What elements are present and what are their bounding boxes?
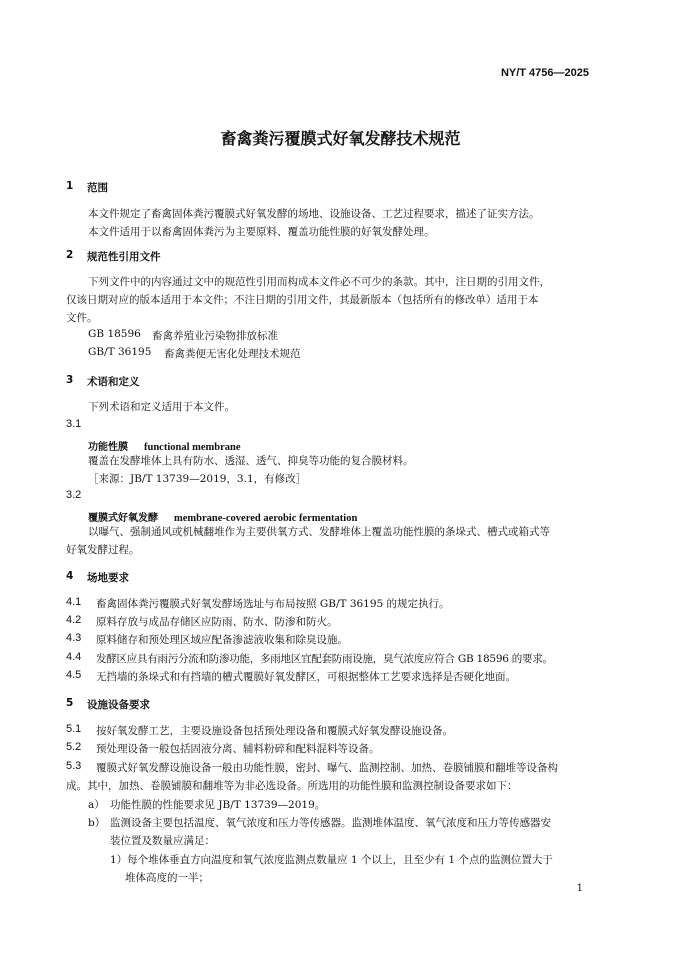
list-item-b-label: b） bbox=[88, 817, 106, 829]
clause-text: 无挡墙的条垛式和有挡墙的槽式覆膜好氧发酵区，可根据整体工艺要求选择是否硬化地面。 bbox=[96, 671, 516, 683]
clause-text: 原料存放与成品存储区应防雨、防水、防渗和防火。 bbox=[96, 616, 338, 628]
section-2-paragraph-line-2: 仅该日期对应的版本适用于本文件；不注日期的引用文件，其最新版本（包括所有的修改单）适用于本 bbox=[66, 294, 539, 306]
clause-number: 4.3 bbox=[66, 632, 82, 644]
clause-5-3-text-line-2: 成。其中，加热、卷膜铺膜和翻堆等为非必选设备。所选用的功能性膜和监测控制设备要求如下： bbox=[66, 780, 518, 792]
section-5-title: 设施设备要求 bbox=[87, 699, 150, 711]
section-3-title: 术语和定义 bbox=[87, 376, 140, 388]
sub-item-1-line-1: 1）每个堆体垂直方向温度和氧气浓度监测点数量应 1 个以上，且至少有 1 个点的监测位置大于 bbox=[110, 854, 553, 866]
section-4-number: 4 bbox=[66, 570, 74, 582]
clause-5-1-number: 5.1 bbox=[66, 723, 82, 735]
section-3-intro: 下列术语和定义适用于本文件。 bbox=[88, 401, 235, 413]
term-3-2-definition-line-2: 好氧发酵过程。 bbox=[66, 544, 140, 556]
section-3-number: 3 bbox=[66, 374, 74, 386]
section-4-title: 场地要求 bbox=[87, 572, 129, 584]
clause-5-2-number: 5.2 bbox=[66, 741, 82, 753]
standard-number: NY/T 4756—2025 bbox=[500, 67, 589, 79]
clause-5-2-text: 预处理设备一般包括固液分离、辅料粉碎和配料混料等设备。 bbox=[96, 743, 380, 755]
clause-number: 4.2 bbox=[66, 614, 82, 626]
clause-number: 4.4 bbox=[66, 651, 82, 663]
clause-5-1-text: 按好氧发酵工艺，主要设施设备包括预处理设备和覆膜式好氧发酵设施设备。 bbox=[96, 725, 453, 737]
term-3-1-number: 3.1 bbox=[66, 418, 82, 430]
clause-number: 4.1 bbox=[66, 596, 82, 608]
term-3-1-heading bbox=[88, 435, 241, 454]
section-1-number: 1 bbox=[66, 180, 74, 192]
term-3-1-definition: 覆盖在发酵堆体上具有防水、透湿、透气、抑臭等功能的复合膜材料。 bbox=[88, 455, 414, 467]
list-item-b-text-line-2: 装位置及数量应满足： bbox=[110, 835, 215, 847]
sub-item-1-line-2: 堆体高度的一半； bbox=[125, 872, 209, 884]
page-number: 1 bbox=[576, 883, 583, 894]
term-3-1-source: ［来源：JB/T 13739—2019，3.1，有修改］ bbox=[88, 473, 307, 485]
section-2-title: 规范性引用文件 bbox=[87, 251, 161, 263]
section-2-paragraph-line-3: 文件。 bbox=[66, 312, 98, 324]
clause-text: 畜禽固体粪污覆膜式好氧发酵场选址与布局按照 GB/T 36195 的规定执行。 bbox=[96, 598, 450, 610]
term-3-2-definition-line-1: 以曝气、强制通风或机械翻堆作为主要供氧方式、发酵堆体上覆盖功能性膜的条垛式、槽式或箱式等 bbox=[88, 526, 550, 538]
term-3-2-number: 3.2 bbox=[66, 489, 82, 501]
term-3-2-heading bbox=[88, 506, 357, 525]
list-item-a-label: a） bbox=[88, 799, 105, 811]
section-2-paragraph-line-1: 下列文件中的内容通过文中的规范性引用而构成本文件必不可少的条款。其中，注日期的引用文件， bbox=[88, 276, 550, 288]
clause-5-3-text-line-1: 覆膜式好氧发酵设施设备一般由功能性膜，密封、曝气、监测控制、加热、卷膜铺膜和翻堆等设备构 bbox=[96, 762, 558, 774]
clause-number: 4.5 bbox=[66, 669, 82, 681]
section-1-paragraph-2: 本文件适用于以畜禽固体粪污为主要原料、覆盖功能性膜的好氧发酵处理。 bbox=[88, 226, 435, 238]
list-item-b-text-line-1: 监测设备主要包括温度、氧气浓度和压力等传感器。监测堆体温度、氧气浓度和压力等传感器安 bbox=[110, 817, 551, 829]
reference-code: GB 18596 bbox=[88, 328, 141, 340]
reference-name: 畜禽粪便无害化处理技术规范 bbox=[164, 348, 301, 360]
section-1-title: 范围 bbox=[87, 182, 108, 194]
reference-name: 畜禽养殖业污染物排放标准 bbox=[152, 330, 278, 342]
term-3-2-english: membrane-covered aerobic fermentation bbox=[174, 513, 358, 524]
term-3-1-english: functional membrane bbox=[144, 442, 241, 453]
clause-5-3-number: 5.3 bbox=[66, 760, 82, 772]
document-title: 畜禽粪污覆膜式好氧发酵技术规范 bbox=[220, 129, 461, 148]
section-5-number: 5 bbox=[66, 697, 74, 709]
term-3-2-chinese: 覆膜式好氧发酵 bbox=[88, 513, 158, 524]
section-1-paragraph-1: 本文件规定了畜禽固体粪污覆膜式好氧发酵的场地、设施设备、工艺过程要求，描述了证实方法。 bbox=[88, 208, 540, 220]
section-2-number: 2 bbox=[66, 249, 74, 261]
clause-text: 发酵区应具有雨污分流和防渗功能，多雨地区宜配套防雨设施，臭气浓度应符合 GB 18596 的要求。 bbox=[96, 653, 553, 665]
term-3-1-chinese: 功能性膜 bbox=[88, 442, 128, 453]
clause-text: 原料储存和预处理区域应配备渗滤液收集和除臭设施。 bbox=[96, 634, 348, 646]
list-item-a-text: 功能性膜的性能要求见 JB/T 13739—2019。 bbox=[110, 799, 326, 811]
reference-code: GB/T 36195 bbox=[88, 346, 152, 358]
